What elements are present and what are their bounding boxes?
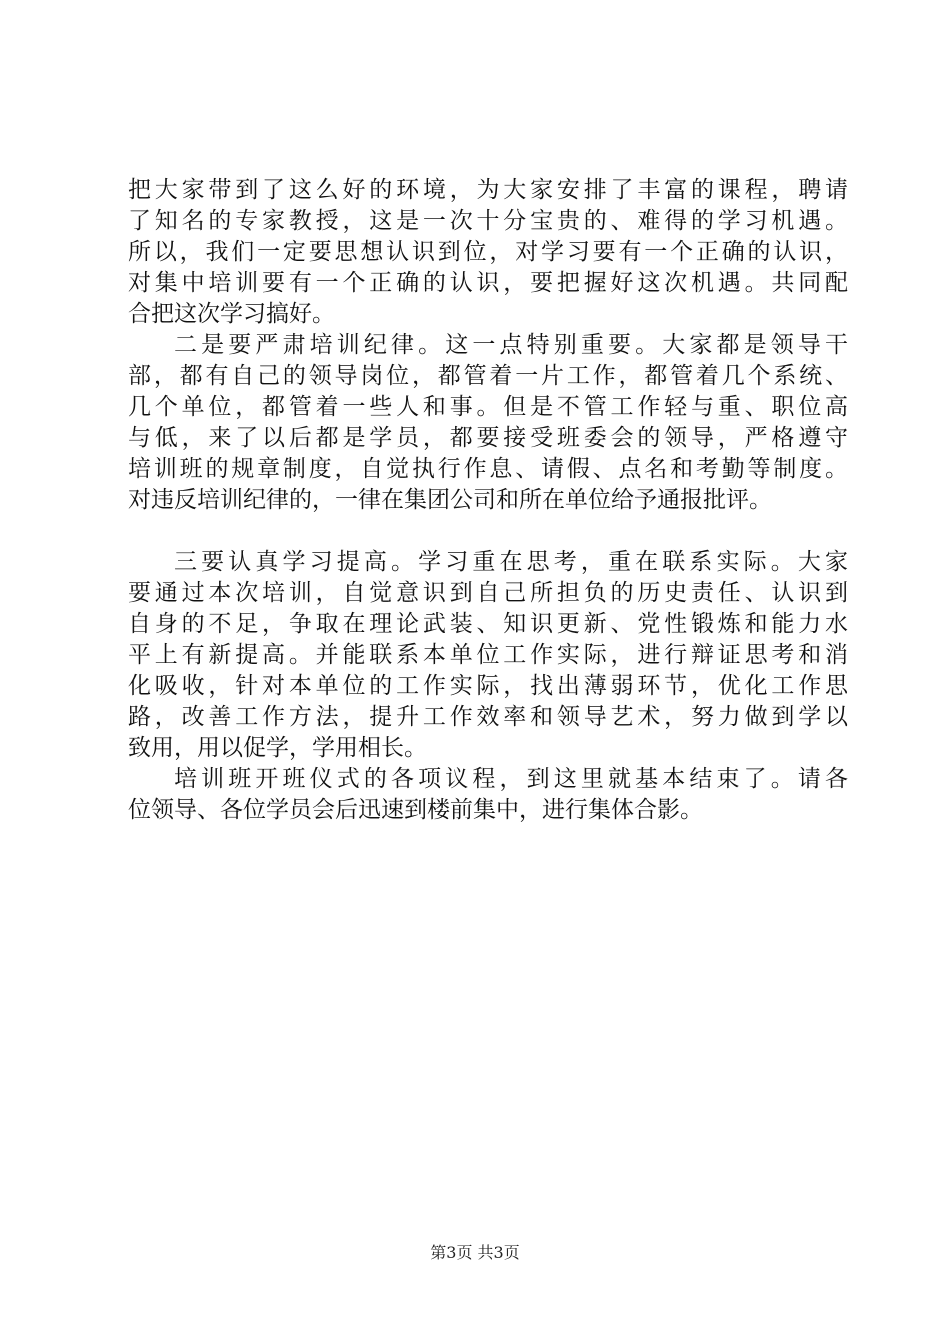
text-line: 路，改善工作方法，提升工作效率和领导艺术，努力做到学以: [128, 704, 848, 730]
text-line: 培训班的规章制度，自觉执行作息、请假、点名和考勤等制度。: [128, 456, 848, 482]
text-line: 化吸收，针对本单位的工作实际，找出薄弱环节，优化工作思: [128, 673, 848, 699]
text-line: 平上有新提高。并能联系本单位工作实际，进行辩证思考和消: [128, 642, 848, 668]
paragraph: [128, 175, 848, 330]
text-line: 部，都有自己的领导岗位，都管着一片工作，都管着几个系统、: [128, 363, 848, 389]
text-line: 致用，用以促学，学用相长。: [128, 735, 427, 761]
text-line: 培训班开班仪式的各项议程，到这里就基本结束了。请各: [174, 766, 848, 792]
text-line: 对违反培训纪律的，一律在集团公司和所在单位给予通报批评。: [128, 487, 772, 513]
text-line: 对集中培训要有一个正确的认识，要把握好这次机遇。共同配: [128, 270, 848, 296]
text-line: 要通过本次培训，自觉意识到自己所担负的历史责任、认识到: [128, 580, 848, 606]
text-line: 二是要严肃培训纪律。这一点特别重要。大家都是领导干: [174, 332, 848, 358]
text-line: 所以，我们一定要思想认识到位，对学习要有一个正确的认识，: [128, 239, 848, 265]
text-line: 了知名的专家教授，这是一次十分宝贵的、难得的学习机遇。: [128, 208, 848, 234]
paragraph: [128, 547, 848, 764]
page-footer: [0, 1243, 950, 1263]
text-line: 把大家带到了这么好的环境，为大家安排了丰富的课程，聘请: [128, 177, 848, 203]
text-line: 与低，来了以后都是学员，都要接受班委会的领导，严格遵守: [128, 425, 848, 451]
text-line: 几个单位，都管着一些人和事。但是不管工作轻与重、职位高: [128, 394, 848, 420]
paragraph: [128, 764, 848, 826]
paragraph: [128, 330, 848, 516]
text-line: 自身的不足，争取在理论武装、知识更新、党性锻炼和能力水: [128, 611, 848, 637]
page-number-label: 第3页 共3页: [430, 1243, 520, 1262]
text-line: 位领导、各位学员会后迅速到楼前集中，进行集体合影。: [128, 797, 703, 823]
document-body: [128, 175, 848, 826]
text-line: 合把这次学习搞好。: [128, 301, 335, 327]
blank-line: [128, 516, 848, 547]
text-line: 三要认真学习提高。学习重在思考，重在联系实际。大家: [174, 549, 848, 575]
